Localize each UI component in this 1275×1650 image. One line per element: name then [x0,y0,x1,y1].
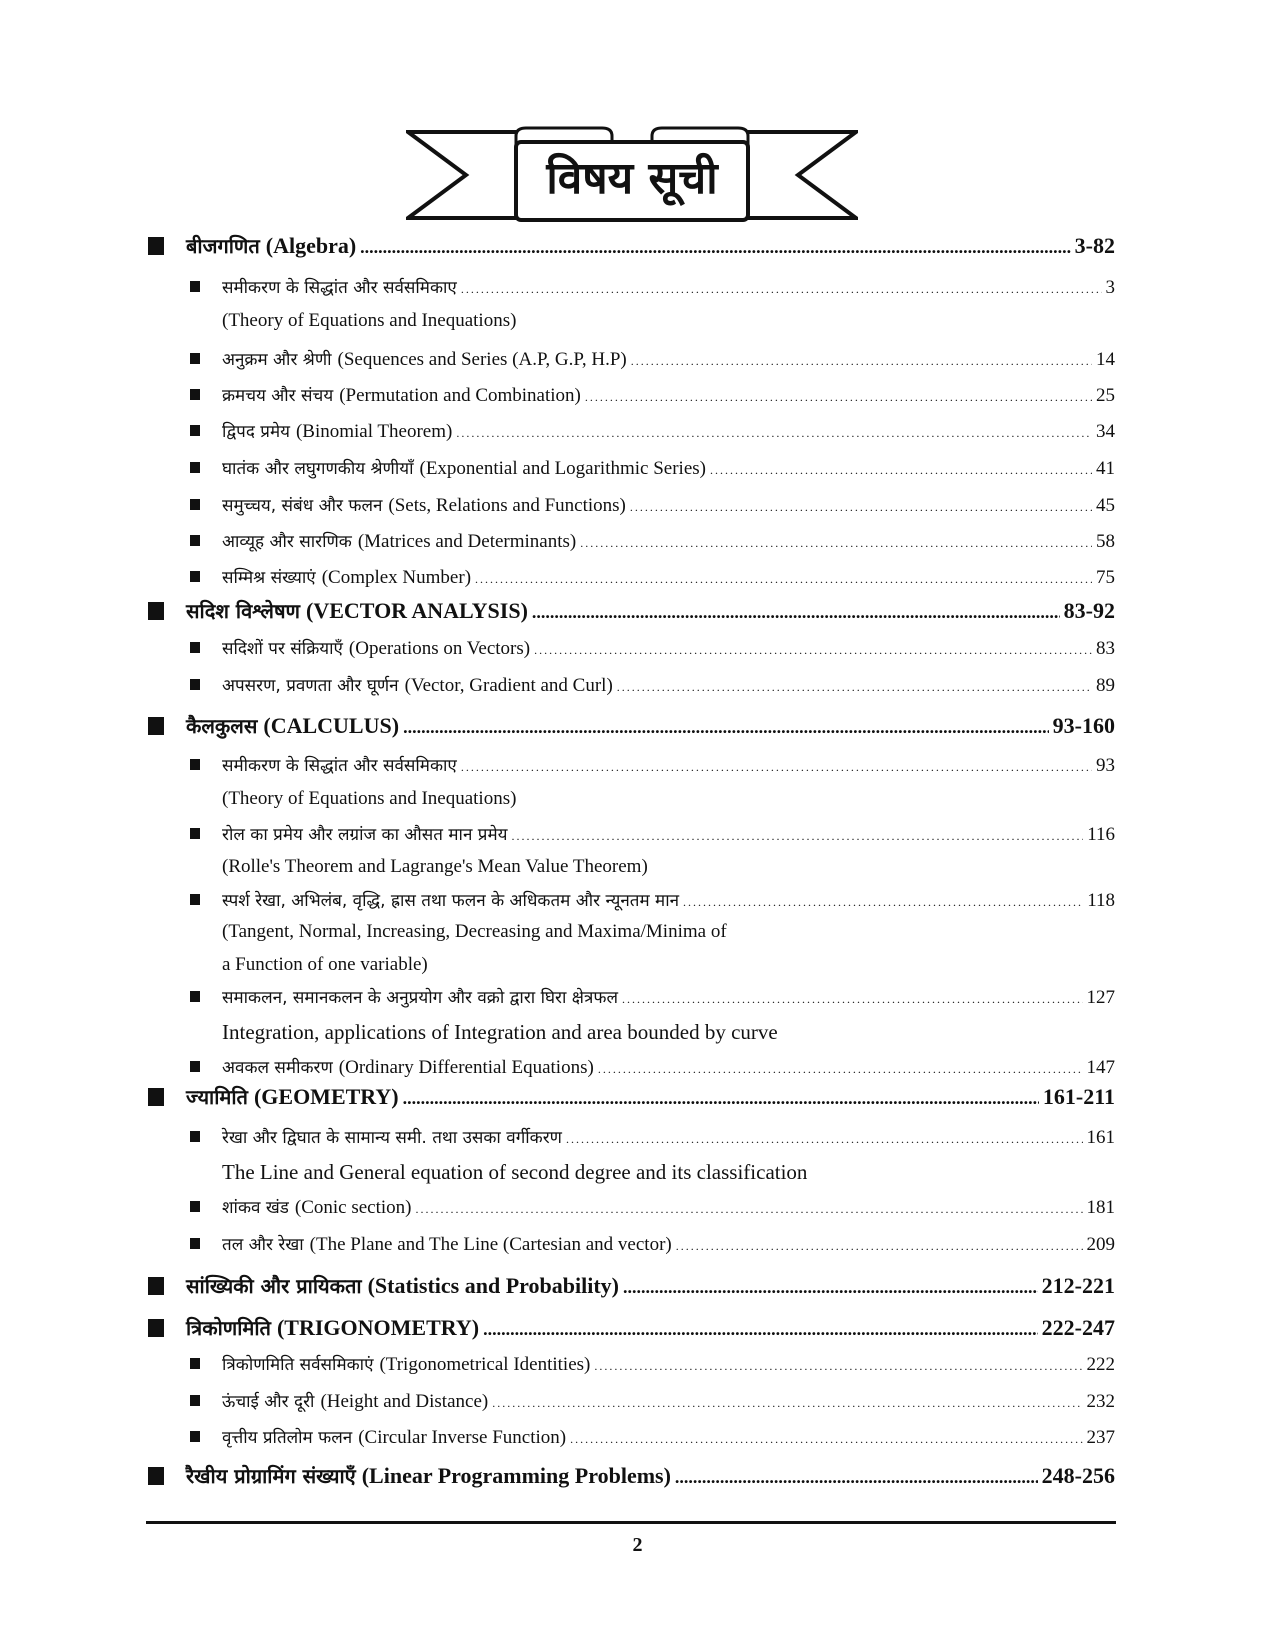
toc-item-row[interactable] [190,383,1115,407]
item-title-hindi: त्रिकोणमिति सर्वसमिकाएं [222,1355,374,1375]
square-bullet-icon [190,1358,200,1369]
dot-leader [483,1319,1038,1340]
dot-leader [566,1132,1083,1147]
section-title-hindi: ज्यामिति [186,1085,248,1109]
dot-leader [403,1088,1039,1109]
square-bullet-icon [190,1061,200,1072]
item-title-hindi: सदिशों पर संक्रियाएँ [222,639,343,659]
item-title-hindi: द्विपद प्रमेय [222,422,290,442]
square-bullet-icon [148,237,164,255]
title-banner [406,122,858,234]
dot-leader [403,717,1049,738]
dot-leader [511,829,1083,844]
item-title-english: (Circular Inverse Function) [358,1427,567,1448]
square-bullet-icon [190,571,200,582]
square-bullet-icon [148,1319,164,1337]
item-page-number: 34 [1096,421,1115,442]
toc-item-row[interactable] [190,636,1115,660]
dot-leader [492,1396,1082,1411]
dot-leader [461,760,1092,775]
item-title-hindi: समाकलन, समानकलन के अनुप्रयोग और वक्रो द्वारा घिरा क्षेत्रफल [222,988,619,1008]
item-title-hindi: क्रमचय और संचय [222,386,334,406]
section-title-hindi: सांख्यिकी और प्रायिकता [186,1274,362,1298]
square-bullet-icon [190,642,200,653]
dot-leader [622,992,1082,1007]
item-title-english-continuation: (Tangent, Normal, Increasing, Decreasing and Maxima/Minima of [222,921,727,942]
square-bullet-icon [190,1238,200,1249]
toc-item-row[interactable] [190,1352,1115,1376]
dot-leader [456,426,1092,441]
section-title-english: (GEOMETRY) [253,1084,399,1109]
section-title-english: (Algebra) [265,233,357,258]
item-title-hindi: अपसरण, प्रवणता और घूर्णन [222,676,399,696]
toc-item-row[interactable] [190,456,1115,480]
toc-section-row[interactable] [148,1462,1115,1489]
section-title-hindi: सदिश विश्लेषण [186,599,301,623]
section-page-range: 212-221 [1041,1273,1115,1298]
dot-leader [594,1359,1082,1374]
square-bullet-icon [190,353,200,364]
section-title-hindi: त्रिकोणमिति [186,1316,271,1340]
section-title-english: (TRIGONOMETRY) [276,1315,480,1340]
item-page-number: 75 [1096,567,1115,588]
toc-item-row[interactable] [190,1232,1115,1256]
item-page-number: 181 [1086,1197,1115,1218]
item-title-hindi: अनुक्रम और श्रेणी [222,350,332,370]
item-page-number: 93 [1096,755,1115,776]
item-title-hindi: रोल का प्रमेय और लग्रांज का औसत मान प्रमेय [222,825,508,845]
toc-section-row[interactable] [148,1083,1115,1110]
section-title-english: (VECTOR ANALYSIS) [306,598,528,623]
square-bullet-icon [190,462,200,473]
section-page-range: 222-247 [1041,1315,1115,1340]
item-title-hindi: अवकल समीकरण [222,1058,333,1078]
square-bullet-icon [148,602,164,620]
toc-item-row[interactable] [190,673,1115,697]
toc-item-row[interactable] [190,1195,1115,1219]
item-title-hindi: घातंक और लघुगणकीय श्रेणीयाँ [222,459,414,479]
dot-leader [580,536,1092,551]
item-title-english-continuation: a Function of one variable) [222,954,428,975]
item-page-number: 222 [1086,1354,1115,1375]
item-title-english: (Complex Number) [321,567,472,588]
square-bullet-icon [190,281,200,292]
square-bullet-icon [190,991,200,1002]
square-bullet-icon [190,1201,200,1212]
square-bullet-icon [190,535,200,546]
item-title-english-continuation: (Theory of Equations and Inequations) [222,310,517,331]
toc-item-row[interactable] [190,275,1115,299]
item-title-hindi: समीकरण के सिद्धांत और सर्वसमिकाए [222,278,457,298]
item-title-hindi: समुच्चय, संबंध और फलन [222,496,383,516]
section-title-english: (Linear Programming Problems) [361,1463,671,1488]
square-bullet-icon [190,759,200,770]
section-page-range: 93-160 [1052,713,1115,738]
item-title-english: (Operations on Vectors) [348,638,531,659]
item-title-english: (Trigonometrical Identities) [379,1354,591,1375]
item-page-number: 14 [1096,349,1115,370]
section-page-range: 83-92 [1063,598,1115,623]
footer-rule [146,1521,1116,1524]
square-bullet-icon [148,1088,164,1106]
item-title-english-continuation: The Line and General equation of second degree and its classification [222,1160,808,1184]
toc-item-row[interactable] [190,822,1115,846]
item-page-number: 232 [1086,1391,1115,1412]
item-title-hindi: स्पर्श रेखा, अभिलंब, वृद्धि, ह्रास तथा फलन के अधिकतम और न्यूनतम मान [222,891,680,911]
square-bullet-icon [190,894,200,905]
section-page-range: 3-82 [1074,233,1115,258]
dot-leader [534,643,1092,658]
section-title-hindi: कैलकुलस [186,714,258,738]
item-title-english: (Exponential and Logarithmic Series) [419,458,706,479]
dot-leader [630,500,1092,515]
page-number: 2 [632,1534,643,1556]
dot-leader [710,463,1092,478]
square-bullet-icon [190,1131,200,1142]
square-bullet-icon [190,828,200,839]
section-title-english: (Statistics and Probability) [367,1273,619,1298]
dot-leader [676,1239,1083,1254]
item-page-number: 25 [1096,385,1115,406]
dot-leader [623,1277,1038,1298]
page-title: विषय सूची [546,153,718,204]
dot-leader [360,237,1071,258]
item-page-number: 127 [1086,987,1115,1008]
item-title-hindi: आव्यूह और सारणिक [222,532,352,552]
section-title-english: (CALCULUS) [263,713,400,738]
item-title-english: (Sequences and Series (A.P, G.P, H.P) [337,349,627,370]
toc-section-row[interactable] [148,232,1115,259]
toc-item-row[interactable] [190,419,1115,443]
dot-leader [631,354,1092,369]
toc-item-row[interactable] [190,1425,1115,1449]
item-title-english: (Conic section) [294,1197,412,1218]
item-page-number: 3 [1105,277,1115,298]
section-page-range: 161-211 [1042,1084,1115,1109]
item-page-number: 237 [1086,1427,1115,1448]
dot-leader [675,1467,1038,1488]
toc-item-row[interactable] [190,753,1115,777]
section-title-hindi: रैखीय प्रोग्रामिंग संख्याएँ [186,1464,356,1488]
toc-item-row[interactable] [190,529,1115,553]
section-title-hindi: बीजगणित [186,234,260,258]
item-title-hindi: समीकरण के सिद्धांत और सर्वसमिकाए [222,756,457,776]
square-bullet-icon [190,1395,200,1406]
toc-section-row[interactable] [148,1272,1115,1299]
item-title-hindi: ऊंचाई और दूरी [222,1392,315,1412]
item-page-number: 147 [1086,1057,1115,1078]
toc-item-row[interactable] [190,347,1115,371]
item-page-number: 209 [1086,1234,1115,1255]
square-bullet-icon [190,425,200,436]
item-page-number: 116 [1087,824,1115,845]
square-bullet-icon [148,1277,164,1295]
square-bullet-icon [190,499,200,510]
item-page-number: 89 [1096,675,1115,696]
item-title-hindi: सम्मिश्र संख्याएं [222,568,316,588]
dot-leader [683,895,1083,910]
item-page-number: 41 [1096,458,1115,479]
square-bullet-icon [190,1431,200,1442]
item-title-english: (Vector, Gradient and Curl) [404,675,613,696]
item-title-english-continuation: (Theory of Equations and Inequations) [222,788,517,809]
toc-item-row[interactable] [190,1055,1115,1079]
item-title-english: (Matrices and Determinants) [357,531,577,552]
dot-leader [532,602,1060,623]
item-page-number: 45 [1096,495,1115,516]
item-title-english: (Height and Distance) [320,1391,489,1412]
item-page-number: 118 [1087,890,1115,911]
toc-item-row[interactable] [190,888,1115,912]
item-title-english: (Sets, Relations and Functions) [388,495,626,516]
toc-item-row[interactable] [190,985,1115,1009]
dot-leader [598,1062,1083,1077]
dot-leader [461,282,1102,297]
dot-leader [585,390,1092,405]
section-page-range: 248-256 [1041,1463,1115,1488]
item-title-hindi: शांकव खंड [222,1198,289,1218]
item-title-english-continuation: Integration, applications of Integration and area bounded by curve [222,1020,778,1044]
toc-section-row[interactable] [148,1314,1115,1341]
item-title-english: (Binomial Theorem) [295,421,453,442]
toc-section-row[interactable] [148,712,1115,739]
dot-leader [475,572,1092,587]
square-bullet-icon [148,717,164,735]
toc-item-row[interactable] [190,1389,1115,1413]
item-title-hindi: वृत्तीय प्रतिलोम फलन [222,1428,353,1448]
dot-leader [570,1432,1082,1447]
item-title-english: (Permutation and Combination) [339,385,581,406]
square-bullet-icon [190,679,200,690]
square-bullet-icon [190,389,200,400]
item-title-english-continuation: (Rolle's Theorem and Lagrange's Mean Value Theorem) [222,856,648,877]
item-page-number: 58 [1096,531,1115,552]
item-page-number: 83 [1096,638,1115,659]
item-title-english: (Ordinary Differential Equations) [338,1057,594,1078]
item-title-english: (The Plane and The Line (Cartesian and vector) [309,1234,672,1255]
toc-item-row[interactable] [190,565,1115,589]
dot-leader [617,680,1092,695]
square-bullet-icon [148,1467,164,1485]
item-title-hindi: रेखा और द्विघात के सामान्य समी. तथा उसका वर्गीकरण [222,1128,562,1148]
toc-section-row[interactable] [148,597,1115,624]
toc-item-row[interactable] [190,1125,1115,1149]
toc-item-row[interactable] [190,493,1115,517]
dot-leader [416,1202,1083,1217]
item-title-hindi: तल और रेखा [222,1235,304,1255]
item-page-number: 161 [1086,1127,1115,1148]
